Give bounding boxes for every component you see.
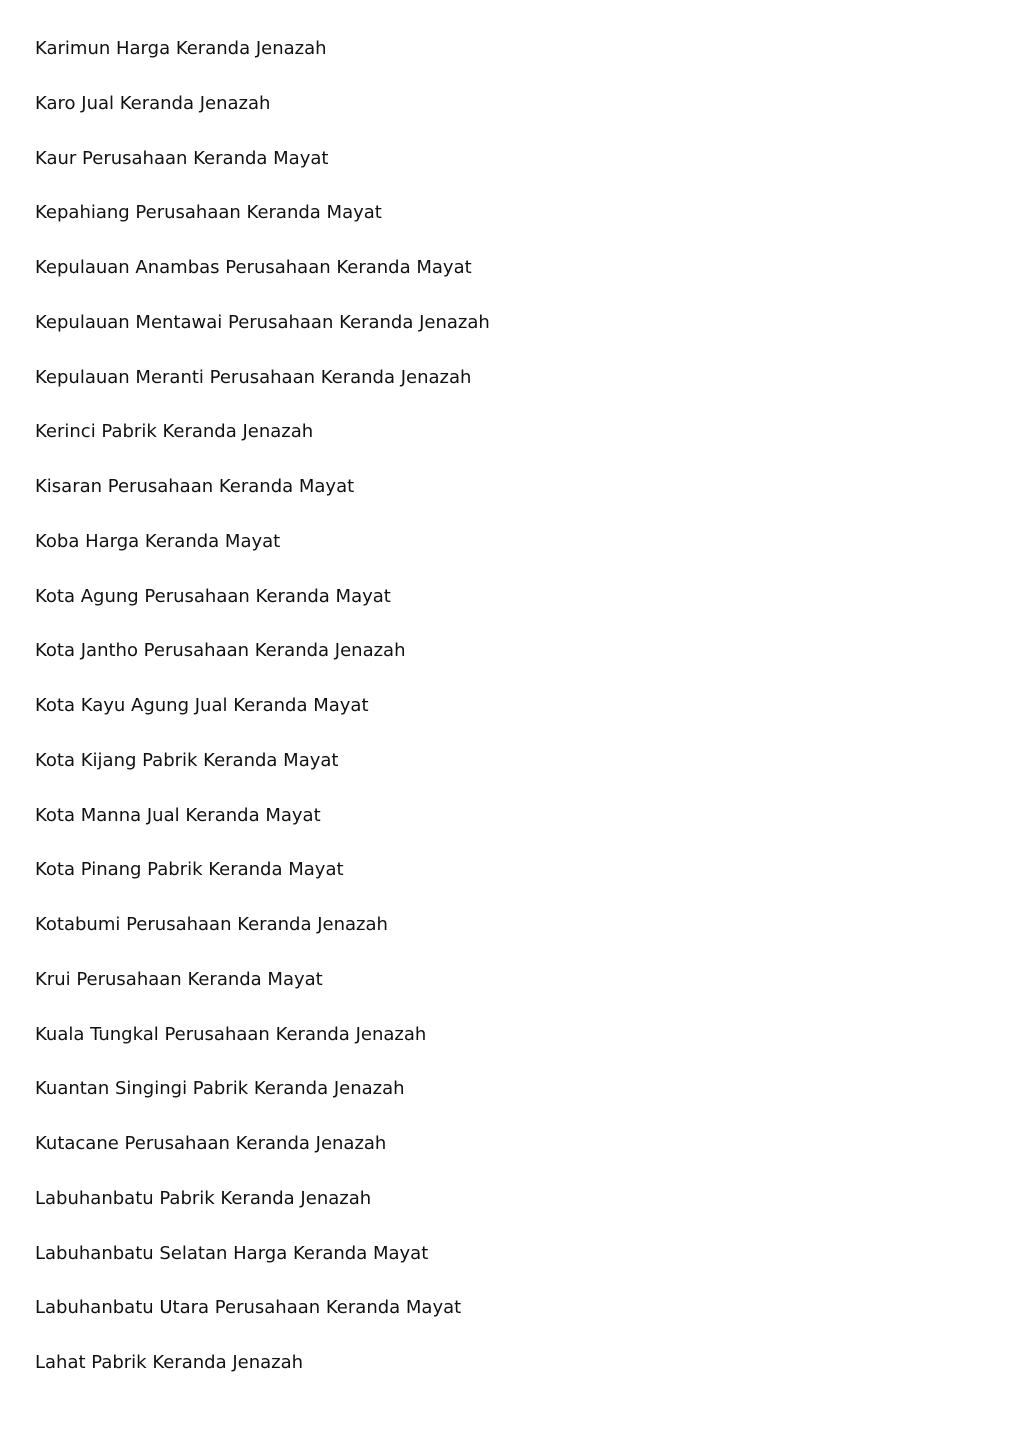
list-item[interactable]: Kotabumi Perusahaan Keranda Jenazah: [35, 914, 388, 935]
list-item[interactable]: Kisaran Perusahaan Keranda Mayat: [35, 476, 355, 497]
list-item[interactable]: Kepulauan Meranti Perusahaan Keranda Jenazah: [35, 366, 472, 388]
list-item[interactable]: Krui Perusahaan Keranda Mayat: [35, 968, 323, 990]
link-list: [35, 36, 490, 1405]
list-item[interactable]: Lahat Pabrik Keranda Jenazah: [35, 1352, 304, 1373]
list-item[interactable]: Karo Jual Keranda Jenazah: [35, 92, 271, 114]
list-item[interactable]: Kuala Tungkal Perusahaan Keranda Jenazah: [35, 1023, 427, 1045]
list-item[interactable]: Kepulauan Anambas Perusahaan Keranda Mayat: [35, 257, 472, 278]
list-item[interactable]: Kepulauan Mentawai Perusahaan Keranda Jenazah: [35, 311, 490, 333]
list-item[interactable]: Koba Harga Keranda Mayat: [35, 530, 281, 552]
list-item[interactable]: Kaur Perusahaan Keranda Mayat: [35, 147, 329, 169]
list-item[interactable]: Kota Manna Jual Keranda Mayat: [35, 804, 321, 826]
list-item[interactable]: Karimun Harga Keranda Jenazah: [35, 38, 327, 59]
list-item[interactable]: Kota Kijang Pabrik Keranda Mayat: [35, 749, 339, 771]
list-item[interactable]: Kerinci Pabrik Keranda Jenazah: [35, 421, 314, 443]
list-item[interactable]: Kota Kayu Agung Jual Keranda Mayat: [35, 695, 369, 716]
list-item[interactable]: Labuhanbatu Pabrik Keranda Jenazah: [35, 1187, 372, 1209]
list-item[interactable]: Labuhanbatu Selatan Harga Keranda Mayat: [35, 1242, 429, 1264]
list-item[interactable]: Kota Agung Perusahaan Keranda Mayat: [35, 585, 391, 607]
list-item[interactable]: Labuhanbatu Utara Perusahaan Keranda Mayat: [35, 1297, 462, 1319]
list-item[interactable]: Kota Pinang Pabrik Keranda Mayat: [35, 859, 344, 881]
list-item[interactable]: Kepahiang Perusahaan Keranda Mayat: [35, 202, 382, 224]
list-item[interactable]: Kuantan Singingi Pabrik Keranda Jenazah: [35, 1078, 405, 1100]
list-item[interactable]: Kutacane Perusahaan Keranda Jenazah: [35, 1133, 387, 1154]
list-item[interactable]: Kota Jantho Perusahaan Keranda Jenazah: [35, 640, 406, 662]
